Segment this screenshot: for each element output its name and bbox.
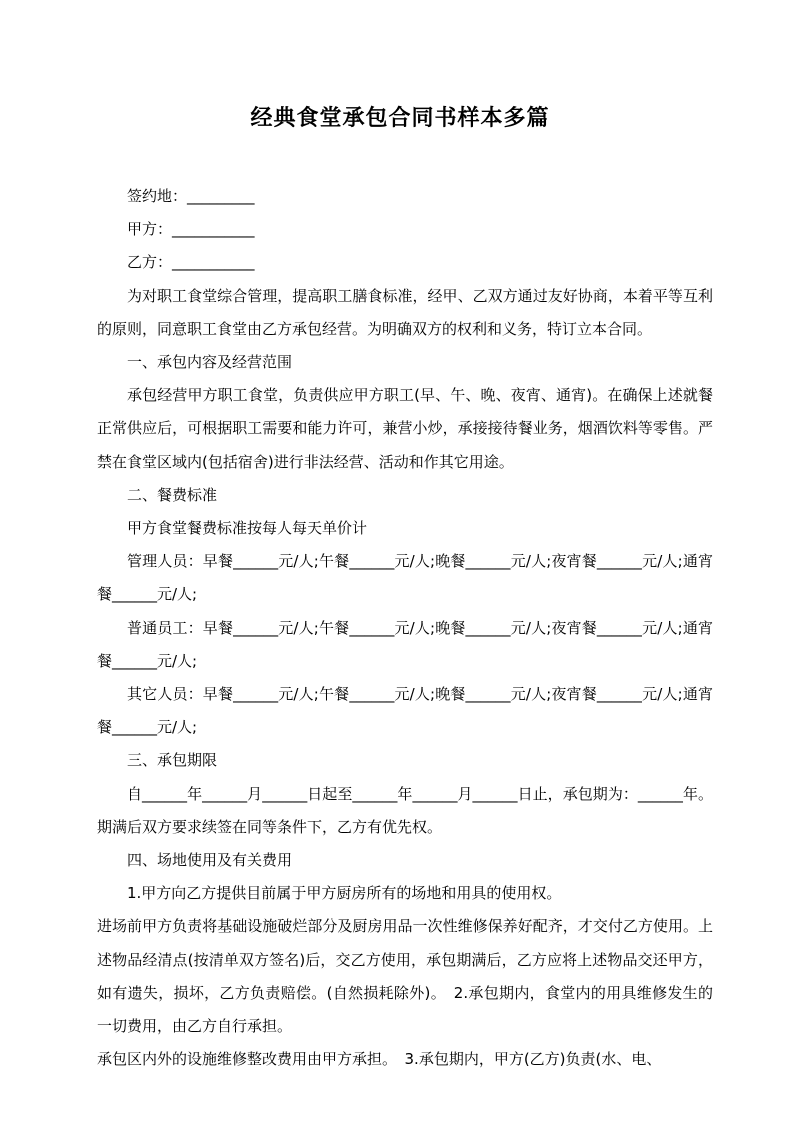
signing-place-line: 签约地：_________ [127,187,255,205]
meal-standard-paragraph: 甲方食堂餐费标准按每人每天单价计 [127,519,368,538]
section-heading-1: 一、承包内容及经营范围 [127,353,293,372]
clause-4-2-continued: 承包区内外的设施维修整改费用由甲方承担。 3.承包期内，甲方(乙方)负责(水、电、 [97,1050,662,1069]
party-b-line: 乙方：___________ [127,253,255,272]
section-heading-4: 四、场地使用及有关费用 [127,851,293,870]
management-price-line: 管理人员：早餐______元/人;午餐______元/人;晚餐______元/人;夜宵餐______元/人;通宵餐______元/人; [97,552,713,604]
preamble-paragraph: 为对职工食堂综合管理，提高职工膳食标准，经甲、乙双方通过友好协商，本着平等互利的原则，同意职工食堂由乙方承包经营。为明确双方的权利和义务，特订立本合同。 [97,286,713,338]
document-body [97,180,713,1076]
section-heading-2: 二、餐费标准 [127,485,218,504]
section-heading-3: 三、承包期限 [127,751,218,770]
section-1-paragraph: 承包经营甲方职工食堂，负责供应甲方职工(早、午、晚、夜宵、通宵)。在确保上述就餐正常供应后，可根据职工需要和能力许可，兼营小炒，承接接待餐业务，烟酒饮料等零售。严禁在食堂区域内(包括宿舍)进行非法经营、活动和作其它用途。 [97,386,713,471]
other-price-line: 其它人员：早餐______元/人;午餐______元/人;晚餐______元/人;夜宵餐______元/人;通宵餐______元/人; [97,685,713,737]
clause-4-1-continued: 进场前甲方负责将基础设施破烂部分及厨房用品一次性维修保养好配齐，才交付乙方使用。上述物品经清点(按清单双方签名)后，交乙方使用，承包期满后，乙方应将上述物品交还甲方，如有遗失，损坏，乙方负责赔偿。(自然损耗除外)。 2.承包期内，食堂内的用具维修发生的一切费用，由乙方自行承担。 [97,917,713,1036]
staff-price-line: 普通员工：早餐______元/人;午餐______元/人;晚餐______元/人;夜宵餐______元/人;通宵餐______元/人; [97,618,713,670]
clause-4-1: 1.甲方向乙方提供目前属于甲方厨房所有的场地和用具的使用权。 [127,884,562,903]
party-a-line: 甲方：___________ [127,220,255,239]
document-title: 经典食堂承包合同书样本多篇 [250,106,550,131]
term-paragraph: 自______年______月______日起至______年______月______日止，承包期为：______年。期满后双方要求续签在同等条件下，乙方有优先权。 [97,784,713,836]
